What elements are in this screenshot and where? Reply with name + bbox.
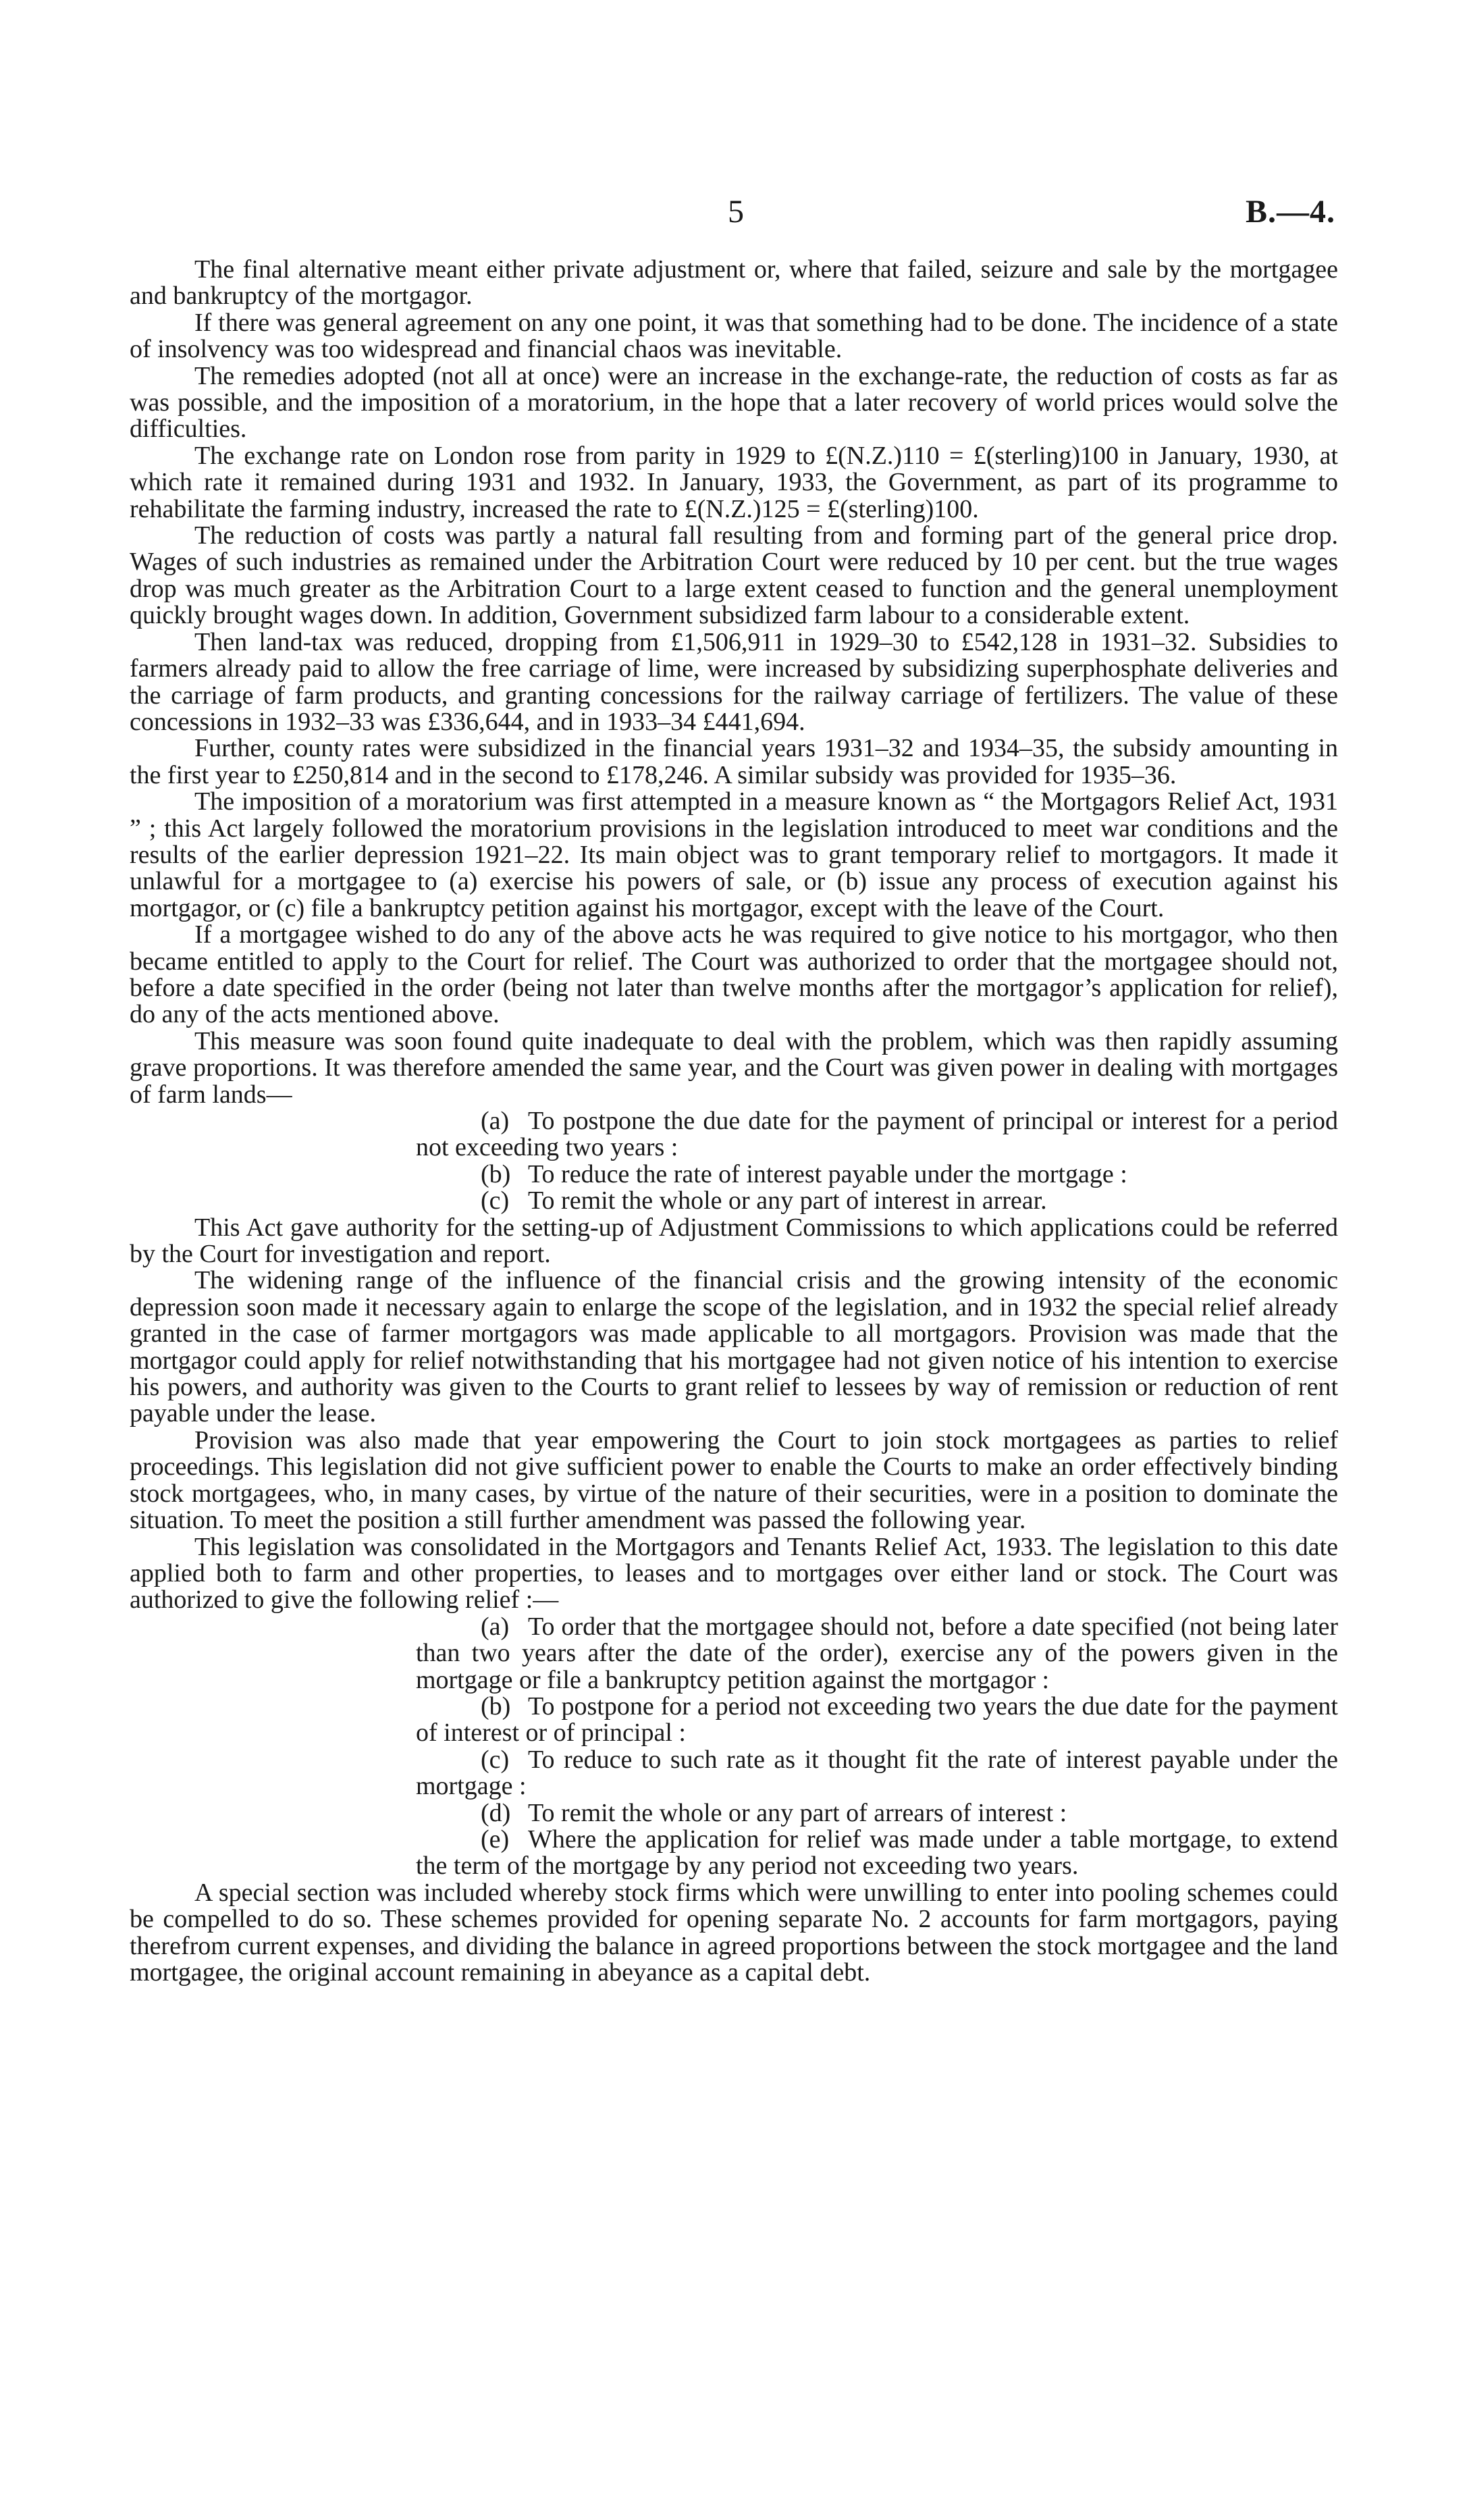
list-item-text: To reduce to such rate as it thought fit the rate of interest payable under the mortgage : [416, 1745, 1338, 1801]
paragraph: This Act gave authority for the setting-up of Adjustment Commissions to which applications could be referred by the Court for investigation and report. [130, 1213, 1338, 1269]
list-item-label: (b) [481, 1691, 511, 1721]
list-item-label: (a) [481, 1107, 510, 1135]
paragraph: This measure was soon found quite inadequate to deal with the problem, which was then rapidly assuming grave proportions. It was therefore amended the same year, and the Court was given power in dealing with mortgages of farm lands— [130, 1026, 1338, 1109]
paragraph: The widening range of the influence of the financial crisis and the growing intensity of the economic depression soon made it necessary again to enlarge the scope of the legislation, and in 1932 the special relief already granted in the case of farmer mortgagors was made applicable to all mortgagors. Provision was made that the mortgagor could apply for relief notwithstanding that his mortgagee had not given notice of his intention to exercise his powers, and authority was given to the Courts to grant relief to lessees by way of remission or reduction of rent payable under the lease. [130, 1266, 1338, 1428]
list-item-text: To remit the whole or any part of arrears of interest : [528, 1798, 1067, 1827]
list-item-text: To reduce the rate of interest payable under the mortgage : [528, 1159, 1127, 1188]
list-item-label: (a) [481, 1612, 510, 1641]
list-item-label: (b) [481, 1159, 511, 1188]
paragraph: If there was general agreement on any one point, it was that something had to be done. The incidence of a state of insolvency was too widespread and financial chaos was inevitable. [130, 308, 1338, 364]
paragraph: Further, county rates were subsidized in the financial years 1931–32 and 1934–35, the subsidy amounting in the first year to £250,814 and in the second to £178,246. A similar subsidy was provided for 1935–36. [130, 734, 1338, 789]
page-number: 5 [728, 194, 744, 230]
list-item-text: To order that the mortgagee should not, before a date specified (not being later than two years after the date of the order), exercise any of the powers given in the mortgage or file a bankruptcy petition against the mortgagor : [416, 1612, 1338, 1694]
list-item [130, 1827, 1338, 1880]
list-item [130, 1161, 1338, 1188]
paragraph: The imposition of a moratorium was first attempted in a measure known as “ the Mortgagors Relief Act, 1931 ” ; this Act largely followed the moratorium provisions in the legislation introduced to meet war conditions and the results of the earlier depression 1921–22. Its main object was to grant temporary relief to mortgagors. It made it unlawful for a mortgagee to (a) exercise his powers of sale, or (b) issue any process of execution against his mortgagor, or (c) file a bankruptcy petition against his mortgagor, except with the leave of the Court. [130, 787, 1338, 922]
list-item-label: (c) [481, 1745, 510, 1774]
body-text [130, 257, 1338, 1986]
list-item-label: (e) [481, 1825, 510, 1854]
list-item [130, 1691, 1338, 1748]
paragraph: The remedies adopted (not all at once) were an increase in the exchange-rate, the reduction of costs as far as was possible, and the imposition of a moratorium, in the hope that a later recovery of world prices would solve the difficulties. [130, 361, 1338, 444]
paragraph: Then land-tax was reduced, dropping from £1,506,911 in 1929–30 to £542,128 in 1931–32. Subsidies to farmers already paid to allow the free carriage of lime, were increased by subsidizing superphosphate deliveries and the carriage of farm products, and granting concessions for the railway carriage of fertilizers. The value of these concessions in 1932–33 was £336,644, and in 1933–34 £441,694. [130, 627, 1338, 736]
list-item-label: (c) [481, 1186, 510, 1215]
list-item [130, 1800, 1338, 1827]
paragraph: The exchange rate on London rose from parity in 1929 to £(N.Z.)110 = £(sterling)100 in January, 1930, at which rate it remained during 1931 and 1932. In January, 1933, the Government, as part of its programme to rehabilitate the farming industry, increased the rate to £(N.Z.)125 = £(sterling)100. [130, 441, 1338, 523]
list-item [130, 1108, 1338, 1161]
list-item [130, 1747, 1338, 1800]
relief-list-1931 [130, 1108, 1338, 1215]
paragraph: The final alternative meant either private adjustment or, where that failed, seizure and sale by the mortgagee and bankruptcy of the mortgagor. [130, 255, 1338, 311]
list-item-text: To postpone for a period not exceeding two years the due date for the payment of interest or of principal : [416, 1691, 1338, 1748]
document-reference: B.—4. [1245, 194, 1335, 230]
paragraph: Provision was also made that year empowering the Court to join stock mortgagees as parties to relief proceedings. This legislation did not give sufficient power to enable the Courts to make an order effectively binding stock mortgagees, who, in many cases, by virtue of the nature of their securities, were in a position to dominate the situation. To meet the position a still further amendment was passed the following year. [130, 1425, 1338, 1535]
list-item [130, 1614, 1338, 1694]
relief-list-1933 [130, 1614, 1338, 1880]
list-item [130, 1188, 1338, 1214]
paragraph: The reduction of costs was partly a natural fall resulting from and forming part of the general price drop. Wages of such industries as remained under the Arbitration Court were reduced by 10 per cent. but the true wages drop was much greater as the Arbitration Court to a large extent ceased to function and the general unemployment quickly brought wages down. In addition, Government subsidized farm labour to a considerable extent. [130, 521, 1338, 630]
paragraph: This legislation was consolidated in the Mortgagors and Tenants Relief Act, 1933. The legislation to this date applied both to farm and other properties, to leases and to mortgages over either land or stock. The Court was authorized to give the following relief :— [130, 1532, 1338, 1615]
list-item-text: Where the application for relief was made under a table mortgage, to extend the term of the mortgage by any period not exceeding two years. [416, 1825, 1338, 1881]
list-item-label: (d) [481, 1798, 511, 1827]
list-item-text: To remit the whole or any part of interest in arrear. [528, 1186, 1047, 1215]
paragraph: If a mortgagee wished to do any of the above acts he was required to give notice to his mortgagor, who then became entitled to apply to the Court for relief. The Court was authorized to order that the mortgagee should not, before a date specified in the order (being not later than twelve months after the mortgagor’s application for relief), do any of the acts mentioned above. [130, 920, 1338, 1029]
list-item-text: To postpone the due date for the payment of principal or interest for a period not exceeding two years : [416, 1107, 1338, 1162]
paragraph: A special section was included whereby stock firms which were unwilling to enter into pooling schemes could be compelled to do so. These schemes provided for opening separate No. 2 accounts for farm mortgagors, paying therefrom current expenses, and dividing the balance in agreed proportions between the stock mortgagee and the land mortgagee, the original account remaining in abeyance as a capital debt. [130, 1878, 1338, 1987]
